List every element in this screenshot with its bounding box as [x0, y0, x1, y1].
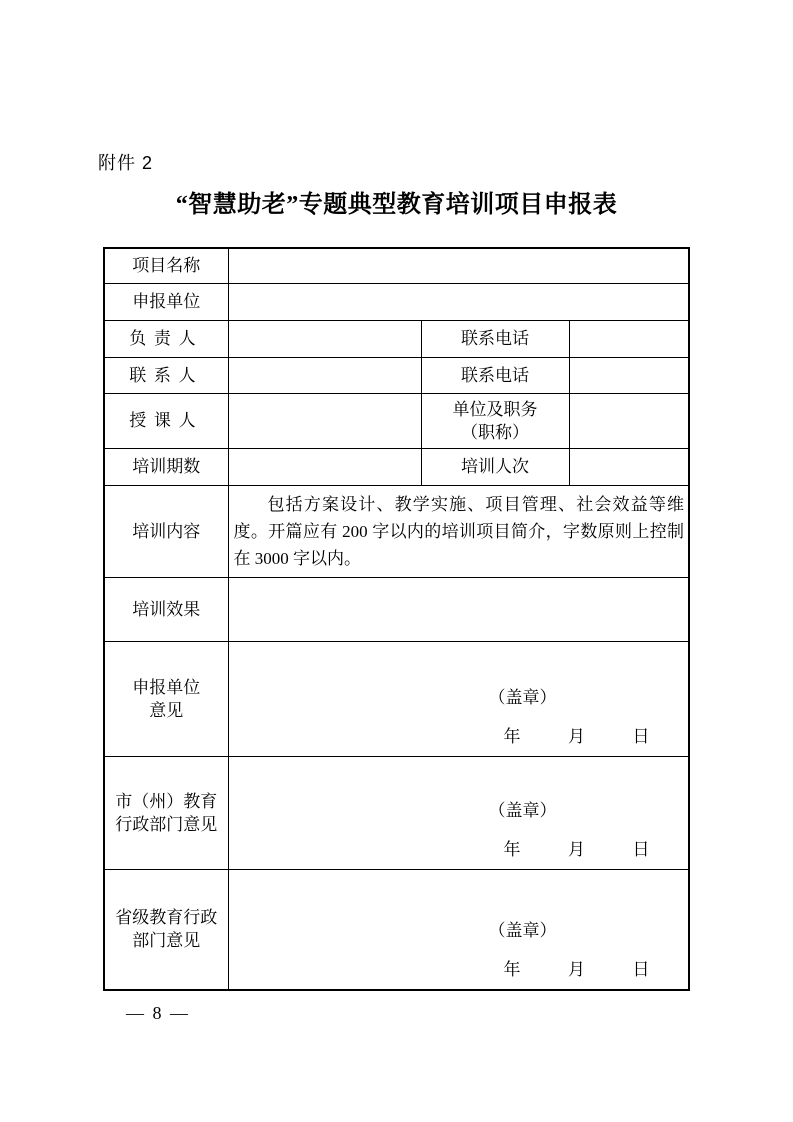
date-placeholder: [504, 835, 650, 860]
input-sessions[interactable]: [228, 448, 421, 485]
row-leader: [104, 320, 689, 357]
page-title: “智慧助老”专题典型教育培训项目申报表: [175, 192, 618, 218]
label-line: 单位及职务: [452, 399, 538, 419]
input-contact[interactable]: [228, 357, 421, 393]
row-project-name: [104, 248, 689, 283]
row-opinion-city-education: [104, 756, 689, 869]
label-line: 意见: [149, 700, 184, 720]
label-line: 市（州）教育: [115, 791, 218, 811]
label-line: 省级教育行政: [115, 908, 218, 928]
input-project-name[interactable]: [228, 248, 689, 283]
year-label: 年: [503, 839, 521, 859]
row-contact: [104, 357, 689, 393]
day-label: 日: [632, 839, 650, 859]
seal-placeholder: （盖章）: [488, 800, 557, 820]
input-trainees[interactable]: [569, 448, 689, 485]
label-opinion-city-education: [104, 756, 228, 869]
attachment-label: 附件 2: [98, 153, 154, 173]
input-training-content[interactable]: 包括方案设计、教学实施、项目管理、社会效益等维度。开篇应有 200 字以内的培训项目简介，字数原则上控制在 3000 字以内。: [228, 485, 689, 577]
month-label: 月: [568, 960, 585, 979]
label-line: 申报单位: [132, 677, 201, 697]
date-placeholder: [504, 722, 650, 747]
label-contact: 联系人: [104, 357, 228, 393]
day-label: 日: [632, 960, 650, 979]
label-training-effect: 培训效果: [104, 577, 228, 641]
label-trainees: 培训人次: [421, 448, 569, 485]
application-form-table: [103, 247, 690, 991]
month-label: 月: [568, 726, 585, 746]
label-leader: 负责人: [104, 320, 228, 357]
input-lecturer[interactable]: [228, 393, 421, 448]
label-line: 行政部门意见: [115, 814, 218, 834]
input-applicant-unit[interactable]: [228, 283, 689, 320]
label-opinion-provincial-education: [104, 869, 228, 990]
input-leader-phone[interactable]: [569, 320, 689, 357]
label-training-content: 培训内容: [104, 485, 228, 577]
input-opinion-provincial-education[interactable]: [228, 869, 689, 990]
label-lecturer: 授课人: [104, 393, 228, 448]
row-opinion-provincial-education: [104, 869, 689, 990]
label-lecturer-unit-title: [421, 393, 569, 448]
row-applicant-unit: [104, 283, 689, 320]
input-lecturer-unit-title[interactable]: [569, 393, 689, 448]
row-training-effect: [104, 577, 689, 641]
year-label: 年: [503, 726, 521, 746]
row-opinion-applicant-unit: [104, 641, 689, 756]
seal-placeholder: （盖章）: [488, 921, 557, 940]
row-lecturer: [104, 393, 689, 448]
label-project-name: 项目名称: [104, 248, 228, 283]
row-training-content: [104, 485, 689, 577]
label-line: （职称）: [461, 422, 529, 442]
label-leader-phone: 联系电话: [421, 320, 569, 357]
input-leader[interactable]: [228, 320, 421, 357]
date-placeholder: [504, 955, 650, 980]
label-opinion-applicant-unit: [104, 641, 228, 756]
row-sessions: [104, 448, 689, 485]
input-opinion-applicant-unit[interactable]: [228, 641, 689, 756]
input-opinion-city-education[interactable]: [228, 756, 689, 869]
year-label: 年: [503, 960, 521, 979]
seal-placeholder: （盖章）: [488, 687, 557, 707]
page-number: — 8 —: [126, 1003, 190, 1023]
label-line: 部门意见: [132, 931, 201, 951]
label-sessions: 培训期数: [104, 448, 228, 485]
input-training-effect[interactable]: [228, 577, 689, 641]
month-label: 月: [568, 839, 585, 859]
day-label: 日: [632, 726, 650, 746]
label-applicant-unit: 申报单位: [104, 283, 228, 320]
input-contact-phone[interactable]: [569, 357, 689, 393]
label-contact-phone: 联系电话: [421, 357, 569, 393]
